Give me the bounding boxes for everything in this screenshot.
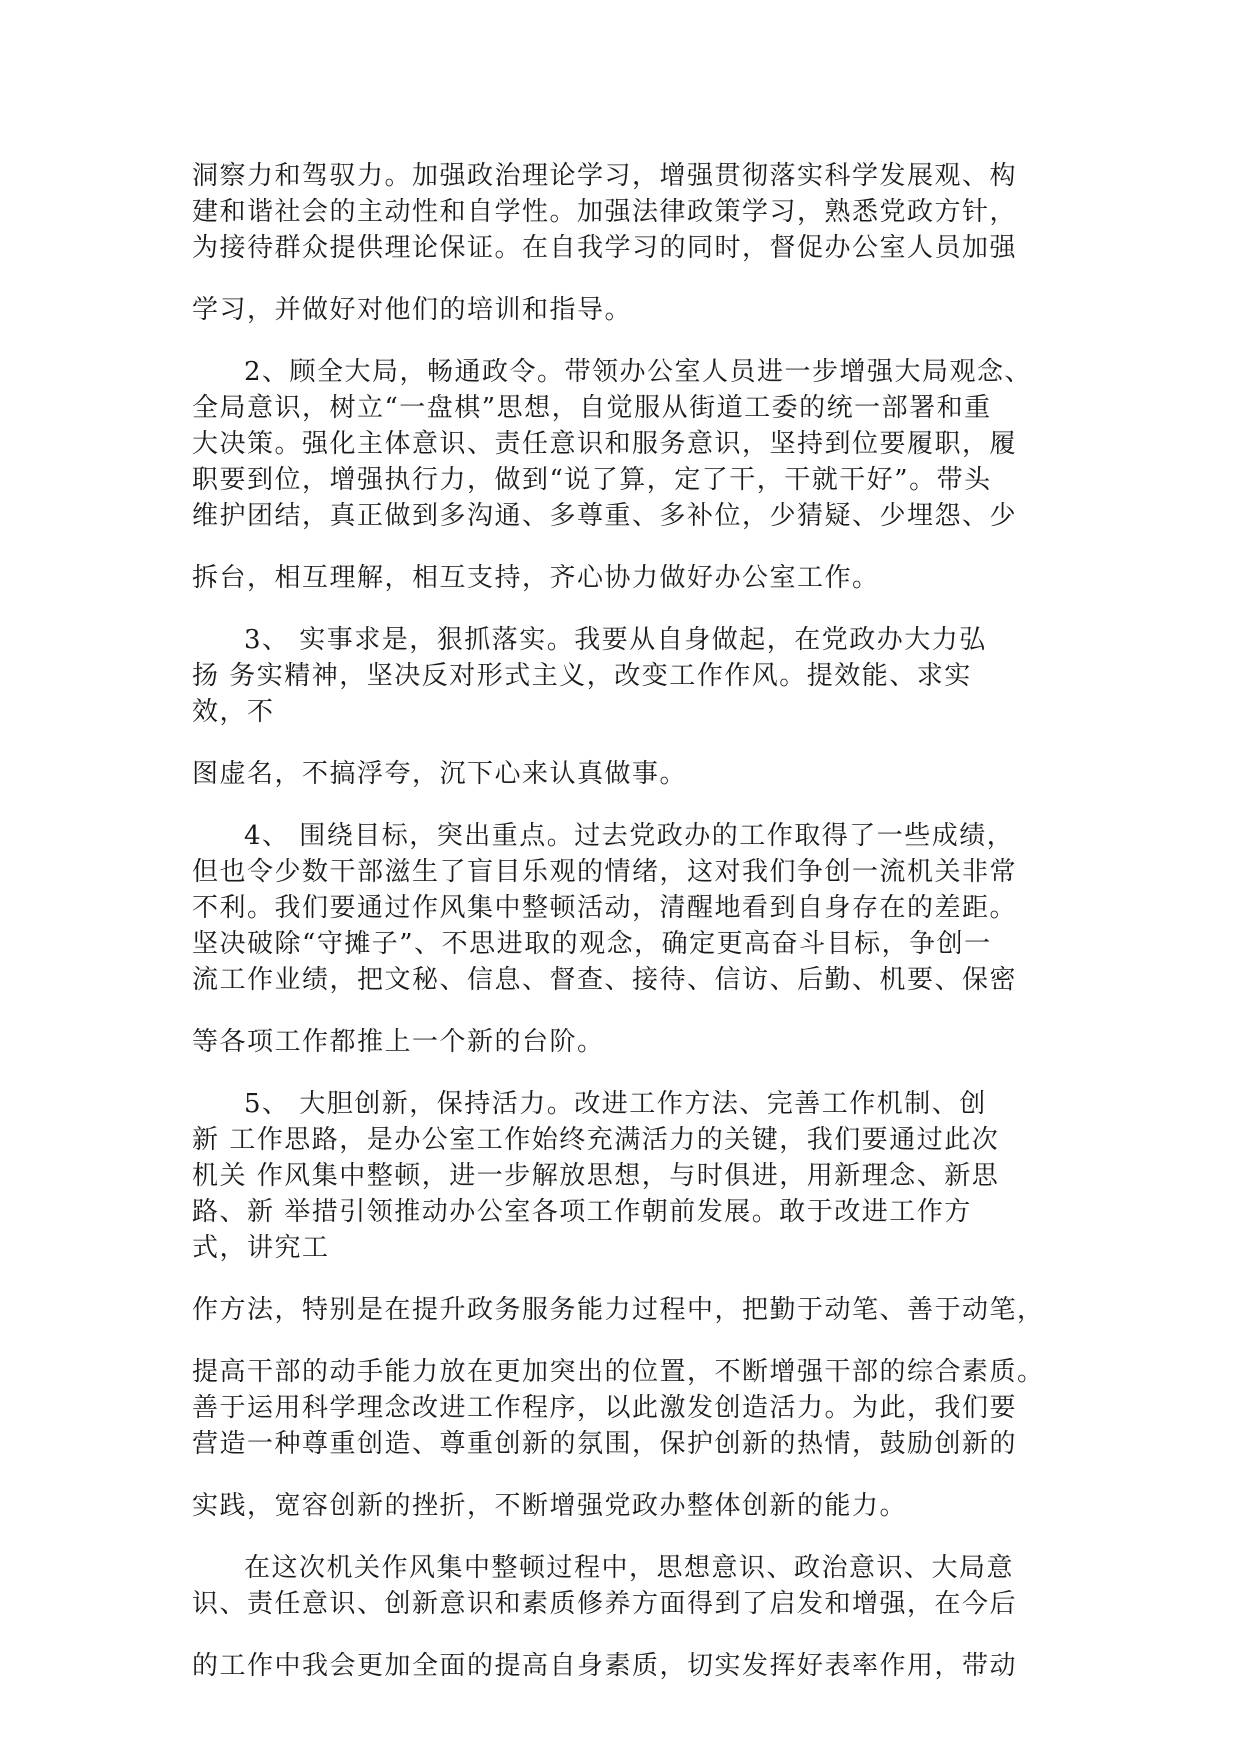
text-line: 大决策。强化主体意识、责任意识和服务意识，坚持到位要履职，履 [192,429,1018,459]
text-line: 机关 作风集中整顿，进一步解放思想，与时俱进，用新理念、新思 [192,1161,1000,1191]
text-line: 式，讲究工 [192,1233,330,1263]
paragraph-2-heading-line: 2、顾全大局，畅通政令。带领办公室人员进一步增强大局观念、 [244,357,1033,387]
text-line: 图虚名，不搞浮夸，沉下心来认真做事。 [192,759,688,789]
closing-paragraph-line: 在这次机关作风集中整顿过程中，思想意识、政治意识、大局意 [244,1553,1015,1583]
paragraph-3-heading-line: 3、 实事求是，狠抓落实。我要从自身做起，在党政办大力弘 [244,625,987,655]
text-line: 全局意识，树立“一盘棋”思想，自觉服从街道工委的统一部署和重 [192,393,992,423]
text-line: 但也令少数干部滋生了盲目乐观的情绪，这对我们争创一流机关非常 [192,857,1018,887]
text-line: 学习，并做好对他们的培训和指导。 [192,295,633,325]
text-line: 坚决破除“守摊子”、不思进取的观念，确定更高奋斗目标，争创一 [192,929,992,959]
text-line: 善于运用科学理念改进工作程序，以此激发创造活力。为此，我们要 [192,1393,1018,1423]
text-line: 实践，宽容创新的挫折，不断增强党政办整体创新的能力。 [192,1491,908,1521]
text-line: 新 工作思路，是办公室工作始终充满活力的关键，我们要通过此次 [192,1125,1000,1155]
text-line: 建和谐社会的主动性和自学性。加强法律政策学习，熟悉党政方针， [192,197,1018,227]
text-line: 识、责任意识、创新意识和素质修养方面得到了启发和增强，在今后 [192,1589,1018,1619]
text-line: 不利。我们要通过作风集中整顿活动，清醒地看到自身存在的差距。 [192,893,1018,923]
text-line: 维护团结，真正做到多沟通、多尊重、多补位，少猜疑、少埋怨、少 [192,501,1018,531]
text-line: 为接待群众提供理论保证。在自我学习的同时，督促办公室人员加强 [192,233,1018,263]
text-line: 效，不 [192,697,275,727]
text-line: 等各项工作都推上一个新的台阶。 [192,1027,605,1057]
text-line: 拆台，相互理解，相互支持，齐心协力做好办公室工作。 [192,563,880,593]
text-line: 提高干部的动手能力放在更加突出的位置，不断增强干部的综合素质。 [192,1357,1045,1387]
text-line: 扬 务实精神，坚决反对形式主义，改变工作作风。提效能、求实 [192,661,972,691]
text-line: 作方法，特别是在提升政务服务能力过程中，把勤于动笔、善于动笔， [192,1295,1045,1325]
paragraph-5-heading-line: 5、 大胆创新，保持活力。改进工作方法、完善工作机制、创 [244,1089,987,1119]
text-line: 路、新 举措引领推动办公室各项工作朝前发展。敢于改进工作方 [192,1197,972,1227]
text-line: 的工作中我会更加全面的提高自身素质，切实发挥好表率作用，带动 [192,1651,1018,1681]
text-line: 洞察力和驾驭力。加强政治理论学习，增强贯彻落实科学发展观、构 [192,161,1018,191]
text-line: 营造一种尊重创造、尊重创新的氛围，保护创新的热情，鼓励创新的 [192,1429,1018,1459]
paragraph-4-heading-line: 4、 围绕目标，突出重点。过去党政办的工作取得了一些成绩， [244,821,1015,851]
text-line: 流工作业绩，把文秘、信息、督查、接待、信访、后勤、机要、保密 [192,965,1018,995]
text-line: 职要到位，增强执行力，做到“说了算，定了干，干就干好”。带头 [192,465,992,495]
